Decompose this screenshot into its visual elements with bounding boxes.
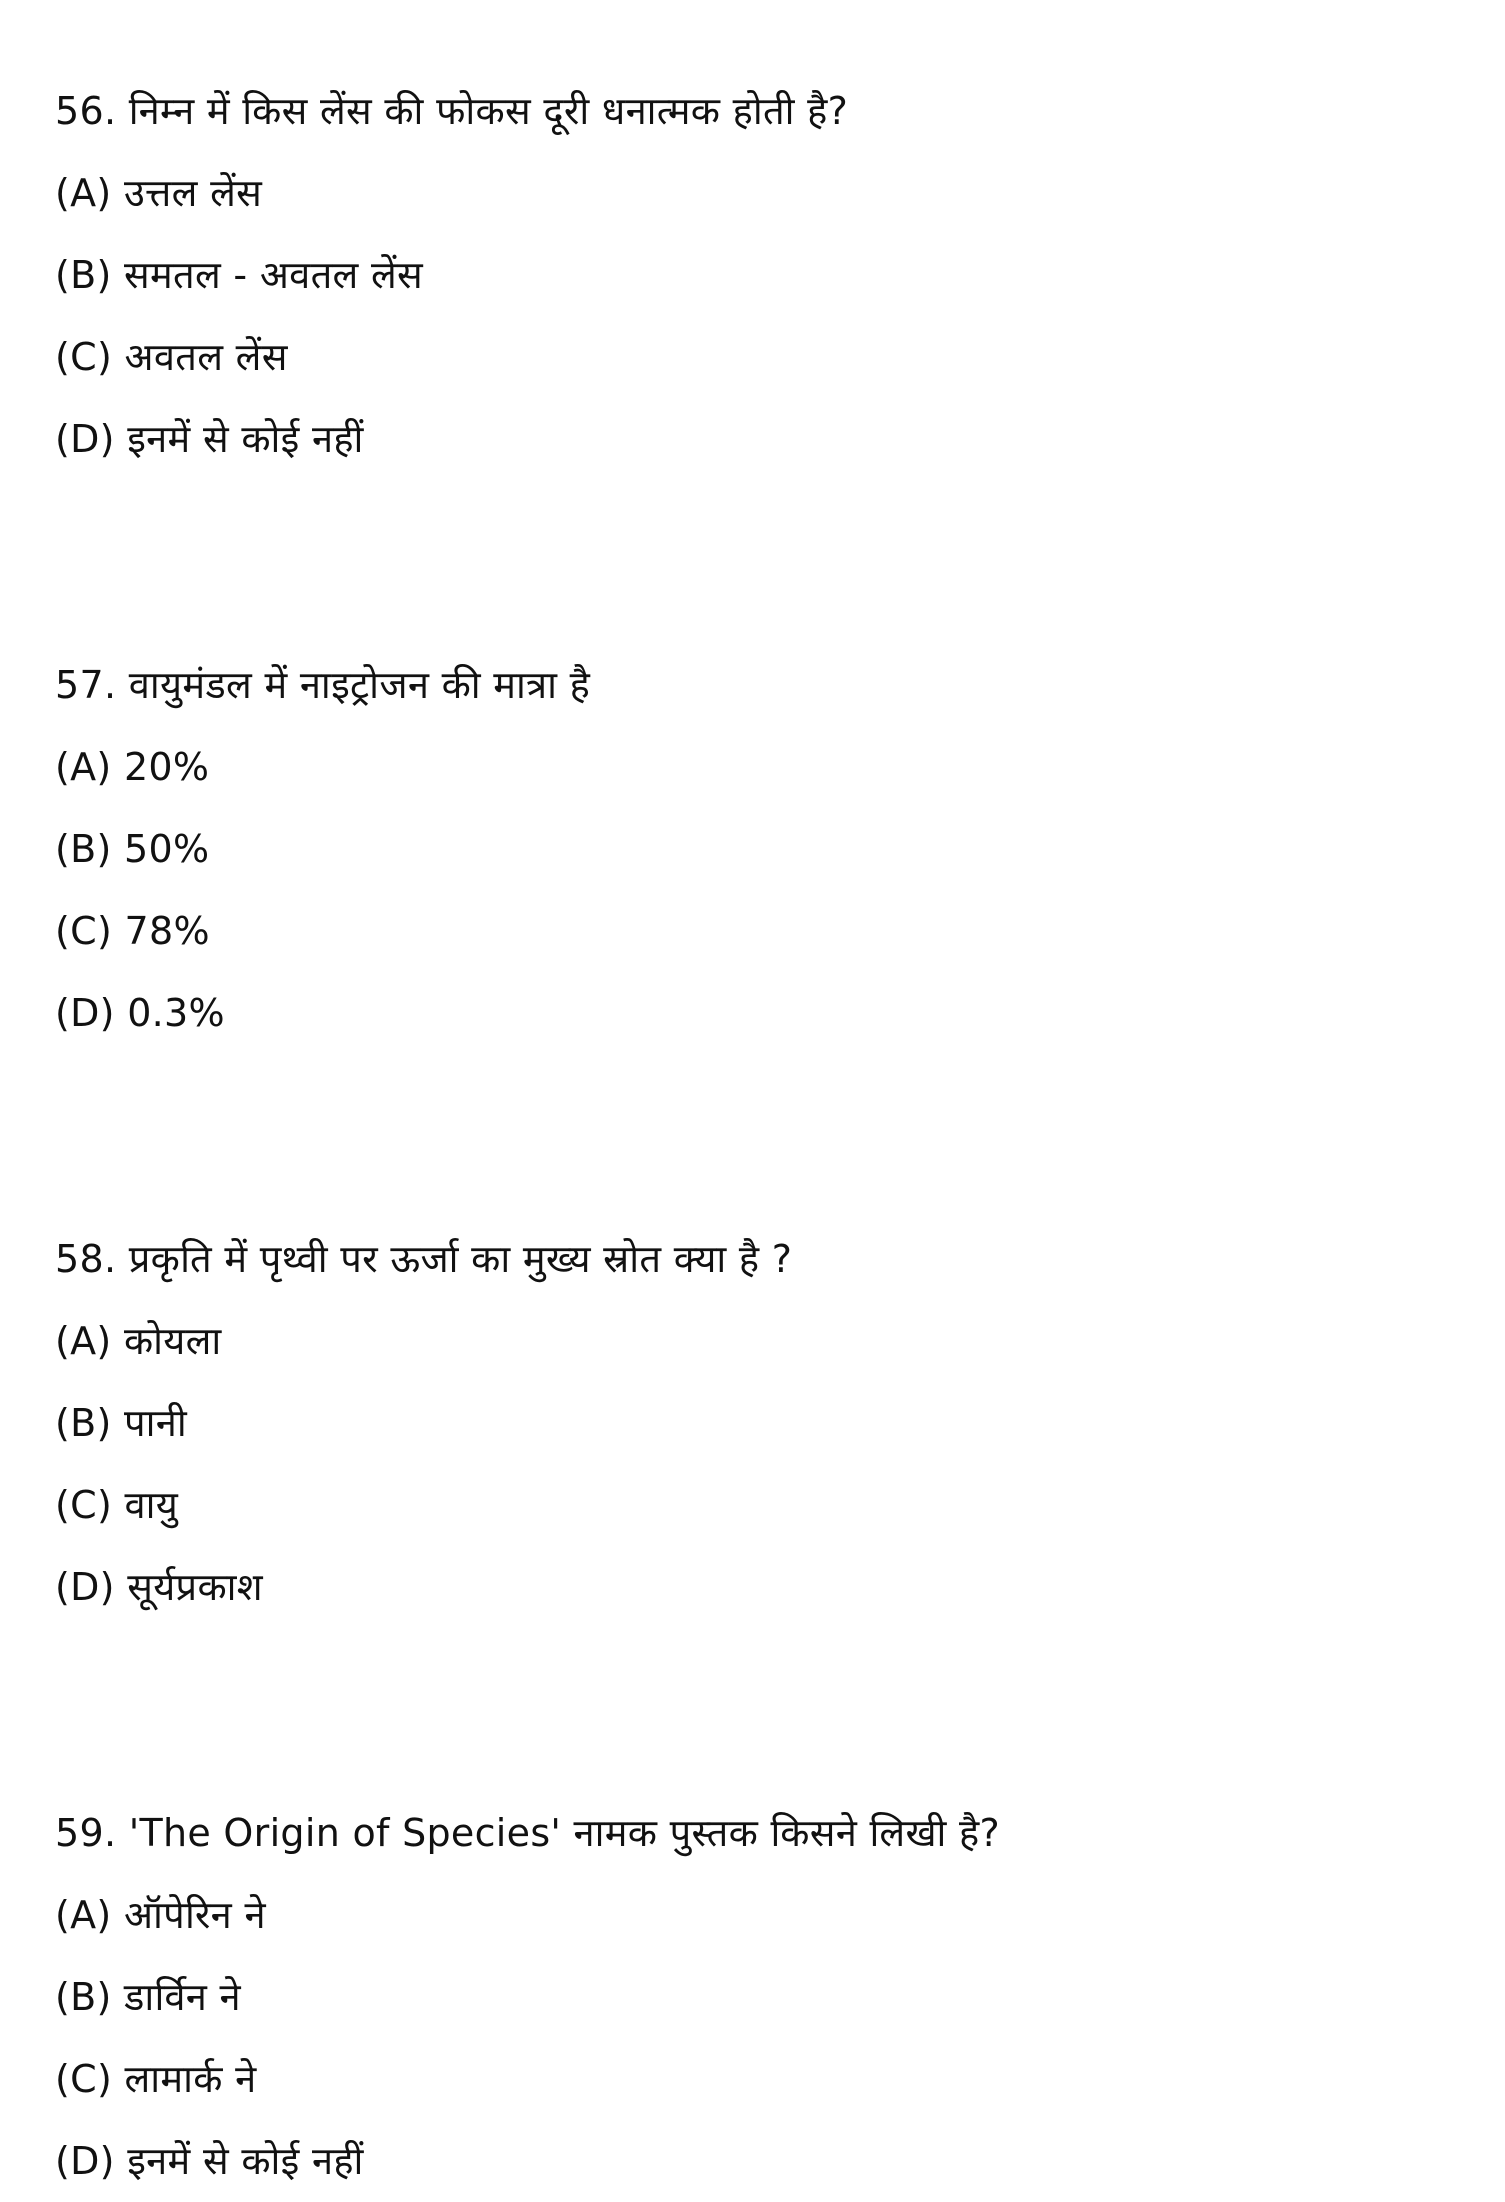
question-57 bbox=[55, 644, 1455, 1054]
option-text: उत्तल लेंस bbox=[123, 171, 263, 215]
option-label: (B) bbox=[55, 253, 112, 297]
option-text: 0.3% bbox=[127, 991, 225, 1035]
option-c bbox=[55, 2038, 1455, 2120]
option-label: (C) bbox=[55, 1483, 113, 1527]
option-text: ऑपेरिन ने bbox=[123, 1893, 266, 1937]
option-b bbox=[55, 808, 1455, 890]
option-label: (C) bbox=[55, 909, 113, 953]
option-text: इनमें से कोई नहीं bbox=[127, 417, 364, 461]
option-label: (A) bbox=[55, 745, 112, 789]
option-a bbox=[55, 1300, 1455, 1382]
option-a bbox=[55, 152, 1455, 234]
option-b bbox=[55, 1956, 1455, 2038]
question-stem: 'The Origin of Species' नामक पुस्तक किसने लिखी है? bbox=[128, 1811, 1000, 1855]
question-text bbox=[55, 1218, 1455, 1300]
question-56 bbox=[55, 70, 1455, 480]
spacer bbox=[55, 1628, 1455, 1792]
spacer bbox=[55, 480, 1455, 644]
option-label: (A) bbox=[55, 1319, 112, 1363]
option-label: (D) bbox=[55, 2139, 115, 2183]
option-text: अवतल लेंस bbox=[124, 335, 288, 379]
option-label: (B) bbox=[55, 1975, 112, 2019]
option-text: समतल - अवतल लेंस bbox=[124, 253, 424, 297]
question-text bbox=[55, 644, 1455, 726]
question-59 bbox=[55, 1792, 1455, 2202]
option-c bbox=[55, 890, 1455, 972]
option-text: 78% bbox=[124, 909, 210, 953]
spacer bbox=[55, 1054, 1455, 1218]
option-d bbox=[55, 398, 1455, 480]
question-number: 57. bbox=[55, 663, 117, 707]
option-text: इनमें से कोई नहीं bbox=[127, 2139, 364, 2183]
option-a bbox=[55, 1874, 1455, 1956]
option-label: (A) bbox=[55, 171, 112, 215]
option-text: कोयला bbox=[123, 1319, 222, 1363]
option-text: 20% bbox=[123, 745, 210, 789]
option-label: (D) bbox=[55, 991, 115, 1035]
option-text: वायु bbox=[124, 1483, 179, 1527]
option-c bbox=[55, 1464, 1455, 1546]
option-b bbox=[55, 234, 1455, 316]
question-stem: वायुमंडल में नाइट्रोजन की मात्रा है bbox=[128, 663, 591, 707]
option-text: लामार्क ने bbox=[124, 2057, 257, 2101]
question-number: 56. bbox=[55, 89, 117, 133]
option-d bbox=[55, 1546, 1455, 1628]
option-label: (C) bbox=[55, 2057, 113, 2101]
option-label: (B) bbox=[55, 1401, 112, 1445]
option-label: (B) bbox=[55, 827, 112, 871]
option-label: (D) bbox=[55, 417, 115, 461]
question-58 bbox=[55, 1218, 1455, 1628]
option-text: 50% bbox=[124, 827, 210, 871]
question-number: 59. bbox=[55, 1811, 117, 1855]
option-text: पानी bbox=[124, 1401, 187, 1445]
question-stem: निम्न में किस लेंस की फोकस दूरी धनात्मक होती है? bbox=[128, 89, 849, 133]
question-list bbox=[55, 70, 1455, 2202]
option-d bbox=[55, 972, 1455, 1054]
option-a bbox=[55, 726, 1455, 808]
option-label: (A) bbox=[55, 1893, 112, 1937]
question-number: 58. bbox=[55, 1237, 117, 1281]
option-c bbox=[55, 316, 1455, 398]
option-b bbox=[55, 1382, 1455, 1464]
question-text bbox=[55, 70, 1455, 152]
option-text: डार्विन ने bbox=[124, 1975, 241, 2019]
question-stem: प्रकृति में पृथ्वी पर ऊर्जा का मुख्य स्रोत क्या है ? bbox=[128, 1237, 793, 1281]
question-text bbox=[55, 1792, 1455, 1874]
option-label: (C) bbox=[55, 335, 113, 379]
option-label: (D) bbox=[55, 1565, 115, 1609]
option-text: सूर्यप्रकाश bbox=[127, 1565, 263, 1609]
option-d bbox=[55, 2120, 1455, 2202]
